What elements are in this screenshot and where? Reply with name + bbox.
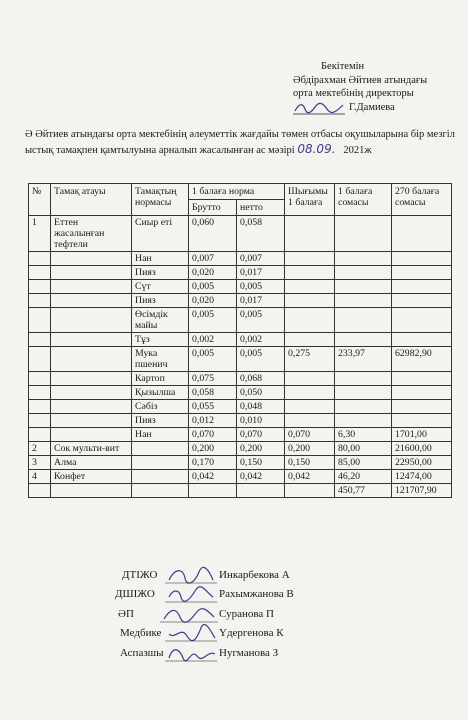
cell-sum270 bbox=[392, 216, 452, 252]
signature-role: ӘП bbox=[118, 607, 134, 620]
cell-net: 0,017 bbox=[237, 266, 285, 280]
cell-gross: 0,002 bbox=[189, 333, 237, 347]
signature-name: Суранова П bbox=[219, 607, 274, 620]
cell-gross: 0,060 bbox=[189, 216, 237, 252]
table-row bbox=[29, 294, 452, 308]
cell-num bbox=[29, 372, 51, 386]
cell-norm: Нан bbox=[132, 428, 189, 442]
cell-net: 0,070 bbox=[237, 428, 285, 442]
signature-name: Нугманова З bbox=[219, 646, 279, 659]
signature-name: Үдергенова К bbox=[219, 627, 284, 640]
cell-food: Конфет bbox=[51, 470, 132, 484]
cell-num bbox=[29, 484, 51, 498]
cell-yield bbox=[285, 294, 335, 308]
cell-food bbox=[51, 308, 132, 333]
header-net: нетто bbox=[237, 200, 285, 216]
cell-num bbox=[29, 414, 51, 428]
table-row bbox=[29, 308, 452, 333]
cell-sum1 bbox=[335, 266, 392, 280]
cell-gross: 0,005 bbox=[189, 280, 237, 294]
cell-sum270 bbox=[392, 252, 452, 266]
cell-yield: 0,070 bbox=[285, 428, 335, 442]
cell-food bbox=[51, 484, 132, 498]
cell-net: 0,150 bbox=[237, 456, 285, 470]
cell-sum270 bbox=[392, 372, 452, 386]
cell-sum1 bbox=[335, 280, 392, 294]
cell-norm: Пияз bbox=[132, 414, 189, 428]
cell-num bbox=[29, 252, 51, 266]
handwritten-date: 08.09. bbox=[297, 142, 336, 156]
cell-num: 1 bbox=[29, 216, 51, 252]
cell-gross: 0,042 bbox=[189, 470, 237, 484]
signature-role: Медбике bbox=[120, 627, 162, 640]
cell-sum1 bbox=[335, 294, 392, 308]
cell-norm: Сәбіз bbox=[132, 400, 189, 414]
cell-net: 0,010 bbox=[237, 414, 285, 428]
cell-sum1: 450,77 bbox=[335, 484, 392, 498]
header-food: Тамақ атауы bbox=[51, 184, 132, 216]
cell-sum1 bbox=[335, 400, 392, 414]
cell-gross: 0,005 bbox=[189, 347, 237, 372]
cell-food: Сок мульти-вит bbox=[51, 442, 132, 456]
cell-food bbox=[51, 266, 132, 280]
cell-food bbox=[51, 294, 132, 308]
cell-sum270 bbox=[392, 414, 452, 428]
cell-net: 0,005 bbox=[237, 347, 285, 372]
cell-norm: Картоп bbox=[132, 372, 189, 386]
table-row bbox=[29, 386, 452, 400]
cell-yield: 0,275 bbox=[285, 347, 335, 372]
header-num: № bbox=[29, 184, 51, 216]
cell-yield: 0,150 bbox=[285, 456, 335, 470]
cell-gross: 0,007 bbox=[189, 252, 237, 266]
cell-norm: Тұз bbox=[132, 333, 189, 347]
cell-num: 3 bbox=[29, 456, 51, 470]
table-row bbox=[29, 414, 452, 428]
header-sum1: 1 балаға сомасы bbox=[335, 184, 392, 216]
cell-food bbox=[51, 252, 132, 266]
table-row bbox=[29, 484, 452, 498]
cell-norm: Мука пшенич bbox=[132, 347, 189, 372]
cell-gross: 0,012 bbox=[189, 414, 237, 428]
cell-num bbox=[29, 386, 51, 400]
signature-name: Инкарбекова А bbox=[219, 569, 290, 581]
header-yield: Шығымы 1 балаға bbox=[285, 184, 335, 216]
cell-sum270 bbox=[392, 308, 452, 333]
table-body bbox=[29, 216, 452, 498]
signature-role: Аспазшы bbox=[120, 646, 164, 659]
cell-sum1 bbox=[335, 333, 392, 347]
cell-gross: 0,170 bbox=[189, 456, 237, 470]
cell-gross bbox=[189, 484, 237, 498]
title-text: Ә Әйтиев атындағы орта мектебінің әлеуметтік жағдайы төмен отбасы оқушыларына бір мезгіл ыстық тамақпен қамтылуына арналып жасалынған ас мәзірі bbox=[25, 129, 455, 156]
cell-gross: 0,055 bbox=[189, 400, 237, 414]
signature-icon bbox=[160, 605, 218, 625]
signature-icon bbox=[165, 624, 217, 644]
cell-food bbox=[51, 400, 132, 414]
header-norm: Тамақтың нормасы bbox=[132, 184, 189, 216]
cell-norm: Қызылша bbox=[132, 386, 189, 400]
cell-gross: 0,005 bbox=[189, 308, 237, 333]
signature-row bbox=[0, 585, 468, 604]
signature-icon bbox=[165, 644, 217, 664]
cell-yield bbox=[285, 484, 335, 498]
cell-sum1: 233,97 bbox=[335, 347, 392, 372]
table-row bbox=[29, 372, 452, 386]
menu-table bbox=[28, 183, 452, 498]
cell-sum270: 1701,00 bbox=[392, 428, 452, 442]
approval-label: Бекітемін bbox=[321, 61, 365, 72]
cell-yield bbox=[285, 414, 335, 428]
cell-yield bbox=[285, 266, 335, 280]
cell-sum1 bbox=[335, 252, 392, 266]
cell-sum1: 6,30 bbox=[335, 428, 392, 442]
signature-icon bbox=[165, 566, 217, 586]
cell-yield bbox=[285, 386, 335, 400]
table-row bbox=[29, 252, 452, 266]
table-row bbox=[29, 428, 452, 442]
cell-norm: Сүт bbox=[132, 280, 189, 294]
cell-yield bbox=[285, 252, 335, 266]
cell-norm: Нан bbox=[132, 252, 189, 266]
table-row bbox=[29, 470, 452, 484]
document-title bbox=[25, 128, 455, 158]
cell-sum1: 80,00 bbox=[335, 442, 392, 456]
cell-num bbox=[29, 266, 51, 280]
cell-num bbox=[29, 294, 51, 308]
cell-food bbox=[51, 386, 132, 400]
cell-sum270 bbox=[392, 294, 452, 308]
signature-row bbox=[0, 605, 468, 624]
cell-yield bbox=[285, 308, 335, 333]
school-name: Әбдірахман Әйтиев атындағы bbox=[293, 74, 428, 86]
table-header-row bbox=[29, 184, 452, 200]
cell-net: 0,002 bbox=[237, 333, 285, 347]
cell-sum270 bbox=[392, 333, 452, 347]
table-row bbox=[29, 442, 452, 456]
cell-sum1: 85,00 bbox=[335, 456, 392, 470]
director-signature-icon bbox=[293, 101, 345, 115]
table-row bbox=[29, 456, 452, 470]
cell-sum1 bbox=[335, 216, 392, 252]
table-row bbox=[29, 216, 452, 252]
cell-food bbox=[51, 372, 132, 386]
cell-yield bbox=[285, 400, 335, 414]
cell-yield: 0,042 bbox=[285, 470, 335, 484]
cell-gross: 0,058 bbox=[189, 386, 237, 400]
cell-net: 0,005 bbox=[237, 308, 285, 333]
cell-gross: 0,020 bbox=[189, 266, 237, 280]
cell-norm bbox=[132, 442, 189, 456]
director-signature-line bbox=[293, 101, 463, 115]
cell-sum270 bbox=[392, 386, 452, 400]
cell-sum1 bbox=[335, 372, 392, 386]
cell-sum1 bbox=[335, 308, 392, 333]
cell-net: 0,042 bbox=[237, 470, 285, 484]
cell-gross: 0,070 bbox=[189, 428, 237, 442]
cell-sum270: 121707,90 bbox=[392, 484, 452, 498]
cell-sum270 bbox=[392, 400, 452, 414]
header-sum270: 270 балаға сомасы bbox=[392, 184, 452, 216]
cell-num: 2 bbox=[29, 442, 51, 456]
cell-gross: 0,075 bbox=[189, 372, 237, 386]
cell-yield bbox=[285, 216, 335, 252]
cell-norm: Сиыр еті bbox=[132, 216, 189, 252]
table-row bbox=[29, 400, 452, 414]
cell-food bbox=[51, 347, 132, 372]
signature-role: ДШІЖО bbox=[115, 588, 155, 601]
table-row bbox=[29, 266, 452, 280]
cell-yield: 0,200 bbox=[285, 442, 335, 456]
director-name: Г.Дамиева bbox=[349, 101, 395, 113]
cell-sum270 bbox=[392, 266, 452, 280]
signature-name: Рахымжанова В bbox=[219, 588, 294, 601]
approval-block bbox=[293, 60, 463, 115]
cell-food bbox=[51, 414, 132, 428]
cell-net: 0,017 bbox=[237, 294, 285, 308]
cell-net: 0,050 bbox=[237, 386, 285, 400]
cell-food: Алма bbox=[51, 456, 132, 470]
cell-food bbox=[51, 280, 132, 294]
cell-sum1: 46,20 bbox=[335, 470, 392, 484]
cell-sum1 bbox=[335, 414, 392, 428]
cell-num bbox=[29, 333, 51, 347]
cell-num bbox=[29, 400, 51, 414]
cell-num bbox=[29, 428, 51, 442]
cell-norm: Пияз bbox=[132, 294, 189, 308]
cell-norm: Өсімдік майы bbox=[132, 308, 189, 333]
table-row bbox=[29, 347, 452, 372]
signature-row bbox=[0, 566, 468, 585]
title-year: 2021ж bbox=[343, 145, 372, 156]
cell-norm bbox=[132, 484, 189, 498]
cell-yield bbox=[285, 372, 335, 386]
cell-gross: 0,020 bbox=[189, 294, 237, 308]
cell-num bbox=[29, 308, 51, 333]
cell-norm bbox=[132, 456, 189, 470]
cell-sum1 bbox=[335, 386, 392, 400]
header-per-child: 1 балаға норма bbox=[189, 184, 285, 200]
cell-num bbox=[29, 280, 51, 294]
cell-yield bbox=[285, 280, 335, 294]
signature-role: ДТІЖО bbox=[122, 569, 158, 581]
cell-net: 0,058 bbox=[237, 216, 285, 252]
cell-food: Еттен жасалынған тефтели bbox=[51, 216, 132, 252]
signature-icon bbox=[165, 585, 217, 605]
signature-row bbox=[0, 624, 468, 643]
cell-gross: 0,200 bbox=[189, 442, 237, 456]
signature-row bbox=[0, 644, 468, 663]
cell-norm: Пияз bbox=[132, 266, 189, 280]
cell-sum270: 62982,90 bbox=[392, 347, 452, 372]
table-row bbox=[29, 280, 452, 294]
cell-food bbox=[51, 428, 132, 442]
cell-norm bbox=[132, 470, 189, 484]
cell-net: 0,048 bbox=[237, 400, 285, 414]
cell-net: 0,200 bbox=[237, 442, 285, 456]
cell-sum270: 22950,00 bbox=[392, 456, 452, 470]
signatures-block bbox=[0, 566, 468, 663]
cell-sum270: 12474,00 bbox=[392, 470, 452, 484]
cell-net: 0,005 bbox=[237, 280, 285, 294]
table-row bbox=[29, 333, 452, 347]
cell-sum270 bbox=[392, 280, 452, 294]
director-title: орта мектебінің директоры bbox=[293, 88, 414, 99]
cell-net: 0,007 bbox=[237, 252, 285, 266]
cell-sum270: 21600,00 bbox=[392, 442, 452, 456]
cell-net: 0,068 bbox=[237, 372, 285, 386]
cell-num bbox=[29, 347, 51, 372]
cell-num: 4 bbox=[29, 470, 51, 484]
cell-food bbox=[51, 333, 132, 347]
cell-yield bbox=[285, 333, 335, 347]
cell-net bbox=[237, 484, 285, 498]
header-gross: Брутто bbox=[189, 200, 237, 216]
